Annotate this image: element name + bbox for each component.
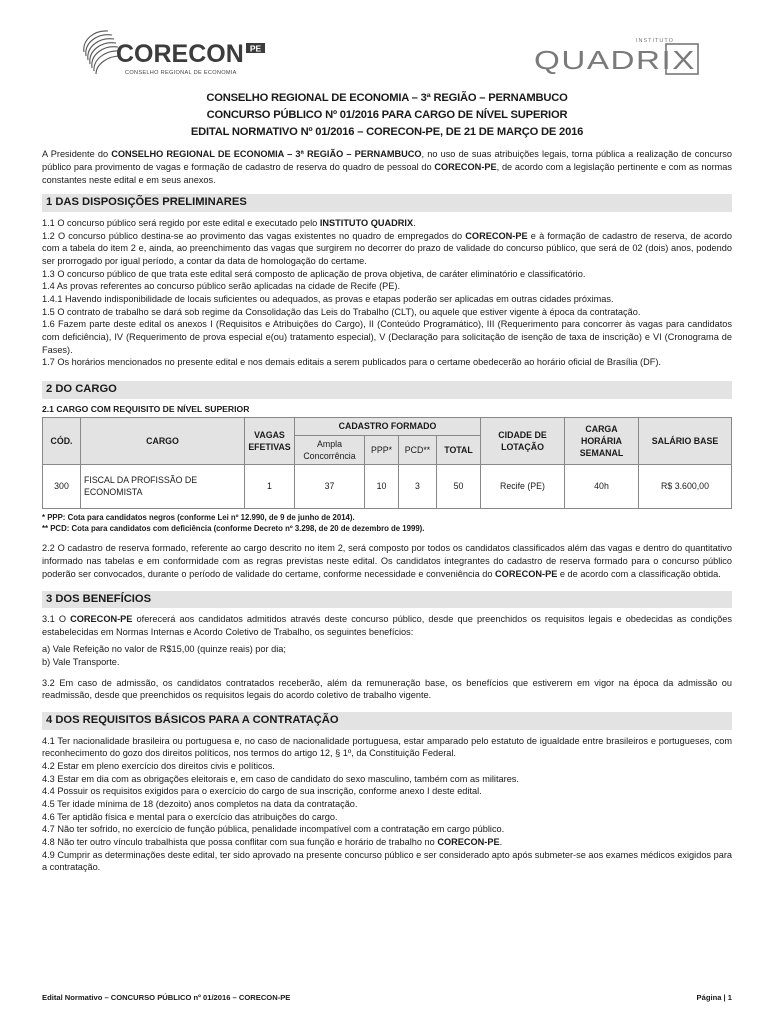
cell-cod: 300	[43, 464, 81, 508]
section-1-body	[42, 217, 732, 369]
item-1-7: 1.7 Os horários mencionados no presente edital e nos demais editais a serem publicados para o certame obedecerão ao horário oficial de Brasília (DF).	[42, 357, 661, 368]
item-1-6: 1.6 Fazem parte deste edital os anexos I (Requisitos e Atribuições do Cargo), II (Conteúdo Programático), III (Requerimento para concorrer às vagas para candidatos com deficiência), IV (Requerimento de prova especial e(ou) tratamento especial), V (Declaração para solicitação de isenção de taxa de inscrição) e VI (Cronograma de Fases).	[42, 319, 732, 355]
table-notes	[42, 512, 732, 535]
item-4-8: 4.8 Não ter outro vínculo trabalhista que possa conflitar com sua função e horário de trabalho no CORECON-PE.	[42, 837, 503, 848]
item-4-1: 4.1 Ter nacionalidade brasileira ou portuguesa e, no caso de nacionalidade portuguesa, estar amparado pelo estatuto de igualdade entre brasileiros e portugueses, com reconhecimento do gozo dos direitos políticos, nos termos do artigo 12, § 1º, da Constituição Federal.	[42, 735, 732, 759]
header-ampla: Ampla Concorrência	[295, 435, 365, 464]
intro-paragraph: A Presidente do CONSELHO REGIONAL DE ECONOMIA – 3ª REGIÃO – PERNAMBUCO, no uso de suas atribuições legais, torna pública a realização de concurso público para provimento de vagas e formação de cadastro de reserva do quadro de pessoal do CORECON-PE, de acordo com a legislação pertinente e com as normas constantes neste edital e em seus anexos.	[42, 149, 733, 185]
item-1-4-1: 1.4.1 Havendo indisponibilidade de locais suficientes ou adequados, as provas e etapas poderão ser aplicadas em outras cidades próximas.	[42, 294, 614, 305]
item-1-5: 1.5 O contrato de trabalho se dará sob regime da Consolidação das Leis do Trabalho (CLT), ou aquele que estiver vigente à época da contratação.	[42, 306, 641, 317]
document-titles	[42, 90, 732, 140]
cell-pcd: 3	[399, 464, 437, 508]
item-3-2: 3.2 Em caso de admissão, os candidatos contratados receberão, além da remuneração base, os benefícios que estiverem em vigor na época da admissão ou readmissão, desde que preenchidos os requisitos legais do acordo coletivo de trabalho vigente.	[42, 677, 732, 701]
item-4-4: 4.4 Possuir os requisitos exigidos para o exercício do cargo de sua inscrição, conforme anexo I deste edital.	[42, 786, 482, 797]
item-1-3: 1.3 O concurso público de que trata este edital será composto de aplicação de prova objetiva, de caráter eliminatório e classificatório.	[42, 268, 586, 279]
item-3-1-b: b) Vale Transporte.	[42, 657, 120, 668]
cargo-table	[42, 417, 732, 508]
page-header	[42, 0, 732, 88]
item-4-5: 4.5 Ter idade mínima de 18 (dezoito) anos completos na data da contratação.	[42, 798, 358, 809]
item-1-2: 1.2 O concurso público destina-se ao provimento das vagas existentes no quadro de empregados do CORECON-PE e à formação de cadastro de reserva, de acordo com a tabela do item 2 e, ainda, ao preenchimento das vagas que surgirem no decorrer do prazo de validade do concurso público, que será de 02 (dois) anos, podendo ser prorrogado por igual período, a contar da data de homologação do certame.	[42, 230, 732, 266]
item-3-1-a: a) Vale Refeição no valor de R$15,00 (quinze reais) por dia;	[42, 644, 286, 655]
item-2-2: 2.2 O cadastro de reserva formado, referente ao cargo descrito no item 2, será composto por todos os candidatos classificados além das vagas e dentro do quantitativo informado nas tabelas e em conformidade com as regras previstas neste edital. Os candidatos integrantes do cadastro de reserva formado para o concurso público poderão ser convocados, durante o período de validade do certame, conforme necessidade e conveniência do CORECON-PE e de acordo com a classificação obtida.	[42, 543, 732, 579]
header-vagas: VAGAS EFETIVAS	[245, 418, 295, 464]
item-4-9: 4.9 Cumprir as determinações deste edital, ter sido aprovado na presente concurso público e ser considerado apto após submeter-se aos exames médicos exigidos para a contratação.	[42, 849, 732, 873]
corecon-logo	[78, 30, 268, 80]
cell-total: 50	[437, 464, 481, 508]
header-pcd: PCD**	[399, 435, 437, 464]
section-2-heading: 2 DO CARGO	[42, 381, 732, 398]
quadrix-logo-text: QUADRIX	[534, 45, 696, 75]
corecon-logo-text: CORECON	[116, 40, 244, 68]
corecon-logo-badge: PE	[249, 43, 262, 54]
title-line-2: CONCURSO PÚBLICO Nº 01/2016 PARA CARGO DE NÍVEL SUPERIOR	[206, 108, 568, 121]
header-total: TOTAL	[437, 435, 481, 464]
item-4-7: 4.7 Não ter sofrido, no exercício de função pública, penalidade incompatível com a contratação em cargo público.	[42, 824, 505, 835]
item-1-1: 1.1 O concurso público será regido por este edital e executado pelo INSTITUTO QUADRIX.	[42, 217, 416, 228]
item-1-4: 1.4 As provas referentes ao concurso público serão aplicadas na cidade de Recife (PE).	[42, 281, 401, 292]
header-cidade: CIDADE DE LOTAÇÃO	[481, 418, 565, 464]
header-salario: SALÁRIO BASE	[639, 418, 732, 464]
section-3-body	[42, 613, 732, 702]
quadrix-logo	[532, 34, 702, 78]
item-3-1: 3.1 O CORECON-PE oferecerá aos candidatos admitidos através deste concurso público, desde que preenchidos os requisitos legais e obedecidas as condições estabelecidas em Normas Internas e Acordo Coletivo de Trabalho, os seguintes benefícios:	[42, 613, 732, 637]
title-line-3: EDITAL NORMATIVO Nº 01/2016 – CORECON-PE, DE 21 DE MARÇO DE 2016	[190, 125, 584, 138]
item-4-3: 4.3 Estar em dia com as obrigações eleitorais e, em caso de candidato do sexo masculino, também com as militares.	[42, 773, 519, 784]
item-4-6: 4.6 Ter aptidão física e mental para o exercício das atribuições do cargo.	[42, 811, 338, 822]
cell-cargo: FISCAL DA PROFISSÃO DE ECONOMISTA	[81, 464, 245, 508]
header-cod: CÓD.	[43, 418, 81, 464]
header-carga: CARGA HORÁRIA SEMANAL	[565, 418, 639, 464]
title-line-1: CONSELHO REGIONAL DE ECONOMIA – 3ª REGIÃO – PERNAMBUCO	[206, 92, 568, 104]
cell-ppp: 10	[365, 464, 399, 508]
header-ppp: PPP*	[365, 435, 399, 464]
section-4-heading: 4 DOS REQUISITOS BÁSICOS PARA A CONTRATAÇÃO	[42, 712, 732, 729]
cell-carga: 40h	[565, 464, 639, 508]
cell-ampla: 37	[295, 464, 365, 508]
quadrix-logo-small: INSTITUTO	[636, 38, 674, 44]
item-4-2: 4.2 Estar em pleno exercício dos direitos civis e políticos.	[42, 760, 275, 771]
cell-cidade: Recife (PE)	[481, 464, 565, 508]
section-4-body	[42, 735, 732, 875]
page-footer	[42, 993, 732, 1003]
cell-vagas: 1	[245, 464, 295, 508]
section-3-heading: 3 DOS BENEFÍCIOS	[42, 591, 732, 608]
note-ppp: * PPP: Cota para candidatos negros (conforme Lei nº 12.990, de 9 de junho de 2014).	[42, 512, 355, 522]
page-number: Página | 1	[696, 993, 732, 1002]
corecon-logo-tagline: CONSELHO REGIONAL DE ECONOMIA	[125, 70, 237, 76]
footer-title: Edital Normativo – CONCURSO PÚBLICO nº 01/2016 – CORECON-PE	[42, 993, 291, 1002]
section-1-heading: 1 DAS DISPOSIÇÕES PRELIMINARES	[42, 194, 732, 211]
table-row	[43, 464, 732, 508]
note-pcd: ** PCD: Cota para candidatos com deficiência (conforme Decreto nº 3.298, de 20 de dezembro de 1999).	[42, 524, 425, 534]
header-cadastro: CADASTRO FORMADO	[295, 418, 481, 435]
section-2-subheading: 2.1 CARGO COM REQUISITO DE NÍVEL SUPERIOR	[42, 403, 250, 414]
header-cargo: CARGO	[81, 418, 245, 464]
cell-salario: R$ 3.600,00	[639, 464, 732, 508]
